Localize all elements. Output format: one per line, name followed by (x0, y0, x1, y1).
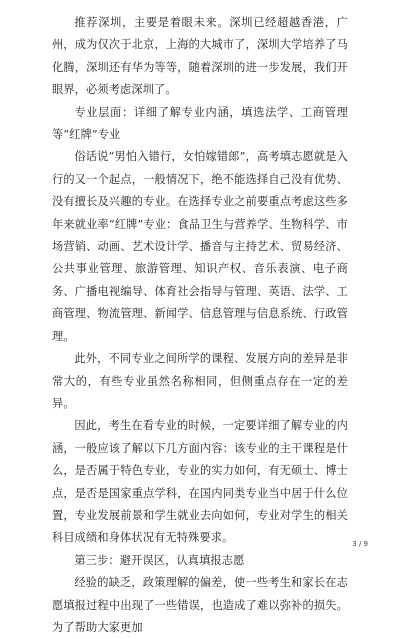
paragraph-major-heading: 专业层面：详细了解专业内涵，填选法学、工商管理等“红牌”专业 (52, 105, 348, 142)
paragraph-course-differences: 此外，不同专业之间所学的课程、发展方向的差异是非常大的，有些专业虽然名称相同，但侧重点存在一定的差异。 (52, 352, 348, 410)
paragraph-shenzhen: 推荐深圳，主要是着眼未来。深圳已经超越香港，广州，成为仅次于北京，上海的大城市了，深圳大学培养了马化腾，深圳还有华为等等，随着深圳的进一步发展，我们开眼界，必须考虑深圳了。 (52, 16, 348, 97)
page-number: 3 / 9 (352, 540, 368, 548)
paragraph-experience: 经验的缺乏，政策理解的偏差，使一些考生和家长在志愿填报过程中出现了一些错误，也造成了难以弥补的损失。为了帮助大家更加 (52, 576, 348, 634)
paragraph-red-card-majors: 俗话说“男怕入错行，女怕嫁错郎”，高考填志愿就是入行的又一个起点，一般情况下，绝不能选择自己没有优势、没有擅长及兴趣的专业。在选择专业之前要重点考虑这些多年来就业率“红牌”专业：食品卫生与营养学、生物科学、市场营销、动画、艺术设计学、播音与主持艺术、贸易经济、公共事业管理、旅游管理、知识产权、音乐表演、电子商务、广播电视编导、体育社会指导与管理、英语、法学、工商管理、物流管理、新闻学、信息管理与信息系统、行政管理。 (52, 150, 348, 343)
paragraph-major-connotation: 因此，考生在看专业的时候，一定要详细了解专业的内涵，一般应该了解以下几方面内容：该专业的主干课程是什么，是否属于特色专业，专业的实力如何，有无硕士、博士点，是否是国家重点学科，在国内同类专业当中居于什么位置，专业发展前景和学生就业去向如何，专业对学生的相关科目成绩和身体状况有无特殊要求。 (52, 419, 348, 545)
paragraph-step-three-heading: 第三步：避开误区，认真填报志愿 (74, 553, 245, 567)
